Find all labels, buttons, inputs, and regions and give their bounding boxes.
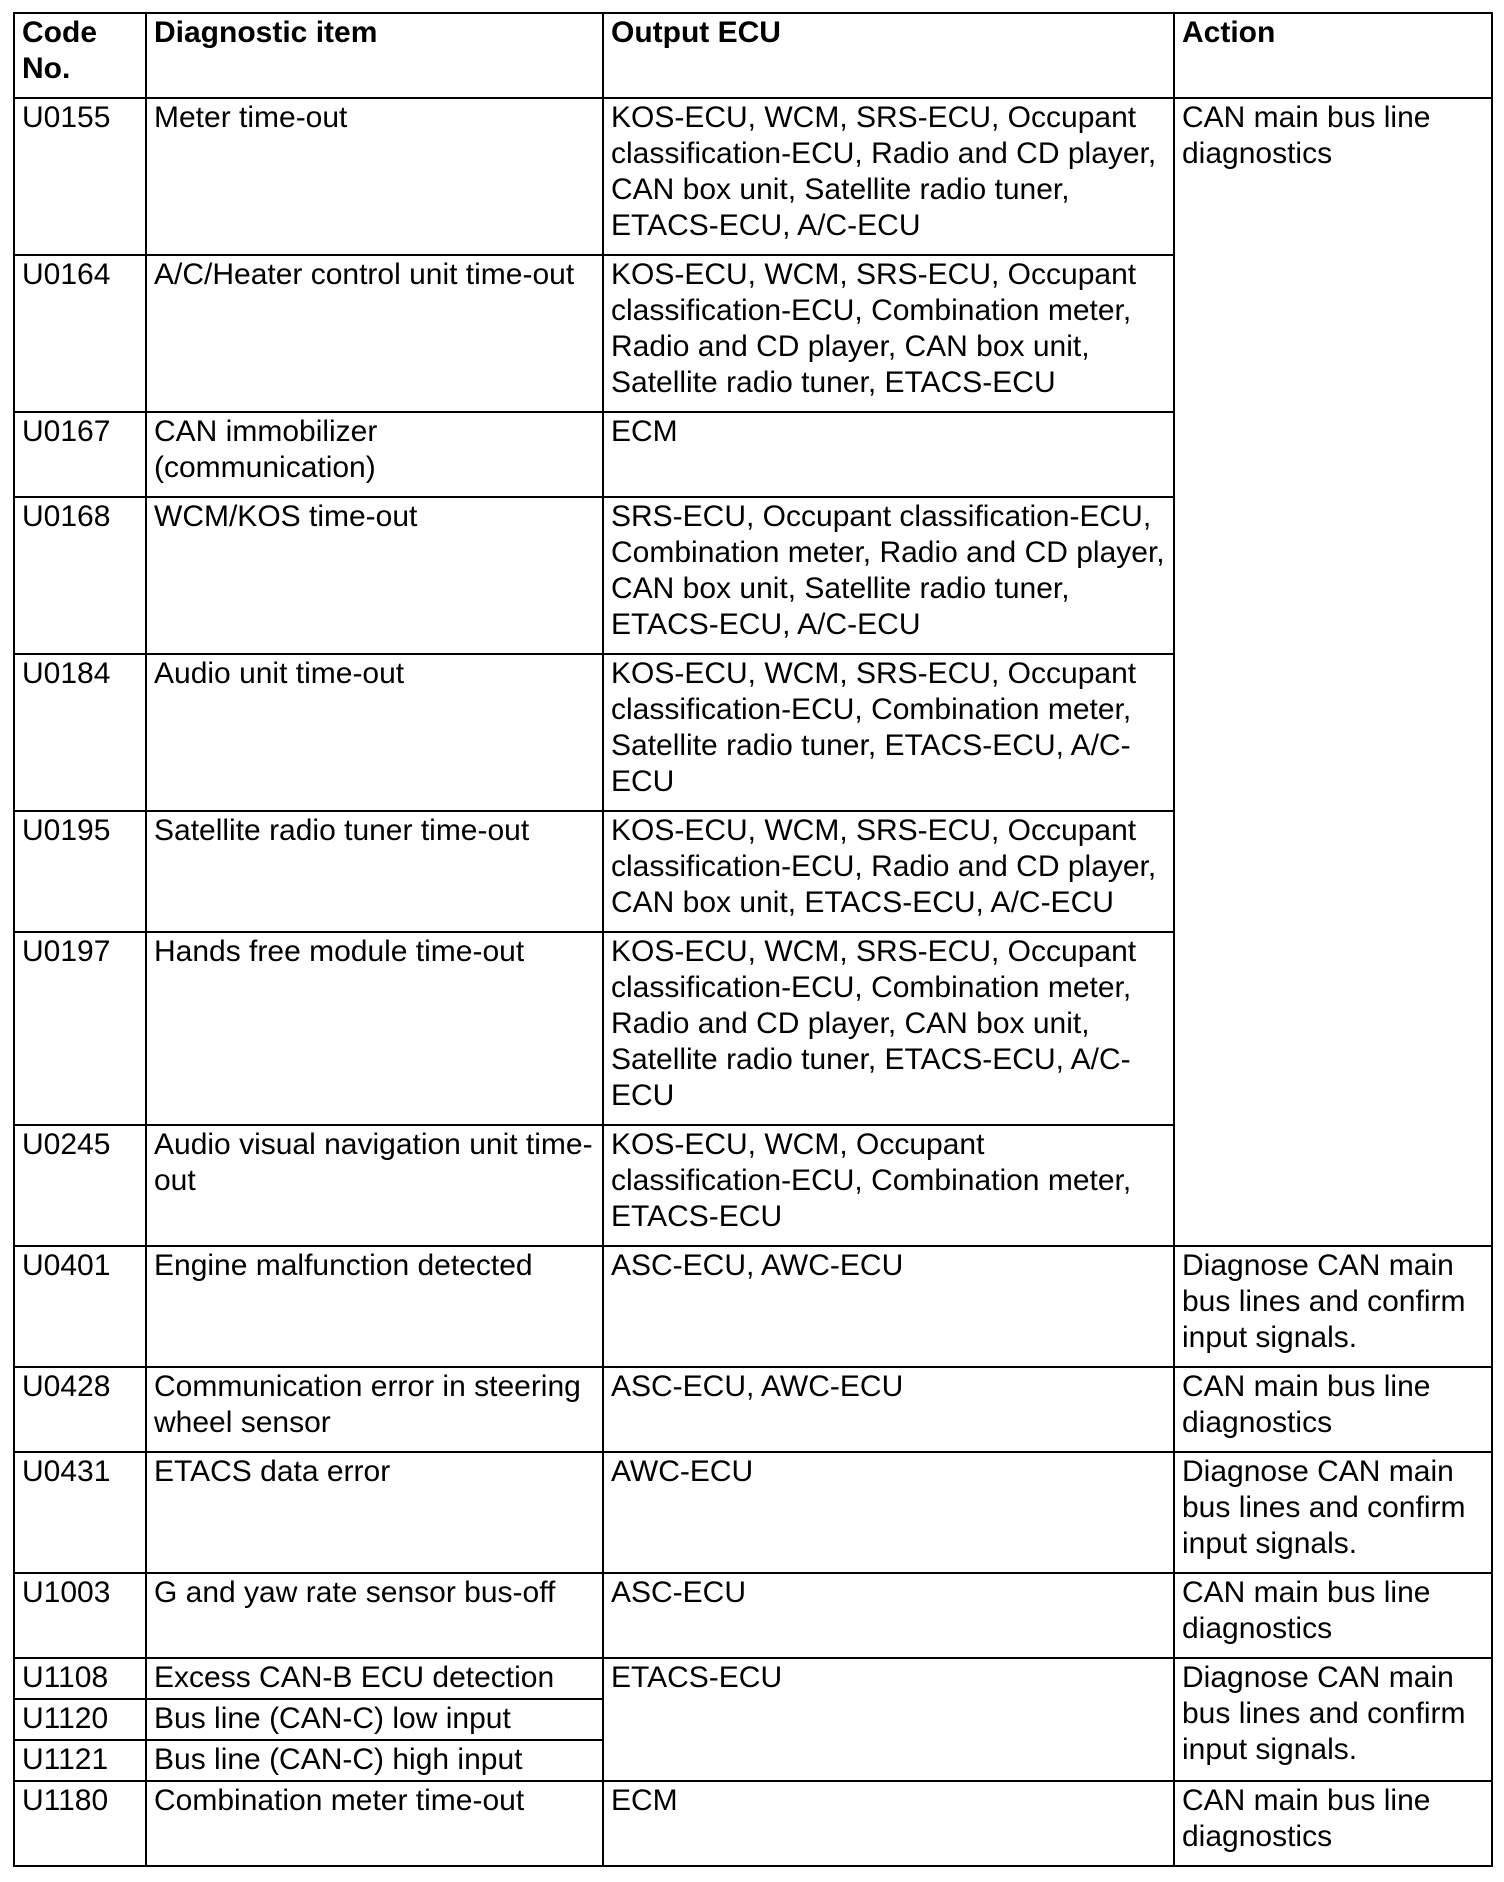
diagnostic-item-cell: G and yaw rate sensor bus-off — [146, 1573, 603, 1658]
output-ecu-cell: ASC-ECU, AWC-ECU — [603, 1246, 1174, 1367]
diagnostic-item-cell: ETACS data error — [146, 1452, 603, 1573]
code-cell: U0184 — [14, 654, 146, 811]
diagnostic-code-table — [13, 12, 1493, 1867]
output-ecu-cell: ECM — [603, 1781, 1174, 1866]
action-cell: Diagnose CAN main bus lines and confirm input signals. — [1174, 1658, 1492, 1781]
output-ecu-cell: KOS-ECU, WCM, SRS-ECU, Occupant classification-ECU, Radio and CD player, CAN box unit, Satellite radio tuner, ETACS-ECU, A/C-ECU — [603, 98, 1174, 255]
output-ecu-cell: SRS-ECU, Occupant classification-ECU, Combination meter, Radio and CD player, CAN box unit, Satellite radio tuner, ETACS-ECU, A/C-ECU — [603, 497, 1174, 654]
action-cell: Diagnose CAN main bus lines and confirm input signals. — [1174, 1452, 1492, 1573]
code-cell: U1180 — [14, 1781, 146, 1866]
code-cell: U1121 — [14, 1740, 146, 1781]
diagnostic-item-cell: Bus line (CAN-C) high input — [146, 1740, 603, 1781]
diagnostic-item-cell: Excess CAN-B ECU detection — [146, 1658, 603, 1699]
action-cell: CAN main bus line diagnostics — [1174, 98, 1492, 1246]
action-cell: Diagnose CAN main bus lines and confirm input signals. — [1174, 1246, 1492, 1367]
table-row — [14, 1452, 1492, 1573]
document-page — [13, 12, 1491, 1867]
output-ecu-cell: ETACS-ECU — [603, 1658, 1174, 1781]
table-row — [14, 1658, 1492, 1699]
diagnostic-item-cell: Audio visual navigation unit time-out — [146, 1125, 603, 1246]
header-output-ecu: Output ECU — [603, 13, 1174, 98]
code-cell: U1003 — [14, 1573, 146, 1658]
table-row — [14, 1781, 1492, 1866]
code-cell: U0155 — [14, 98, 146, 255]
output-ecu-cell: ASC-ECU — [603, 1573, 1174, 1658]
header-diagnostic-item: Diagnostic item — [146, 13, 603, 98]
code-cell: U0431 — [14, 1452, 146, 1573]
code-cell: U0197 — [14, 932, 146, 1125]
code-cell: U0195 — [14, 811, 146, 932]
table-row — [14, 1246, 1492, 1367]
diagnostic-item-cell: Bus line (CAN-C) low input — [146, 1699, 603, 1740]
code-cell: U0164 — [14, 255, 146, 412]
code-cell: U0428 — [14, 1367, 146, 1452]
output-ecu-cell: ASC-ECU, AWC-ECU — [603, 1367, 1174, 1452]
code-cell: U0167 — [14, 412, 146, 497]
diagnostic-item-cell: Audio unit time-out — [146, 654, 603, 811]
diagnostic-item-cell: Satellite radio tuner time-out — [146, 811, 603, 932]
table-header-row — [14, 13, 1492, 98]
diagnostic-item-cell: Engine malfunction detected — [146, 1246, 603, 1367]
header-action: Action — [1174, 13, 1492, 98]
diagnostic-item-cell: Meter time-out — [146, 98, 603, 255]
action-cell: CAN main bus line diagnostics — [1174, 1781, 1492, 1866]
output-ecu-cell: ECM — [603, 412, 1174, 497]
action-cell: CAN main bus line diagnostics — [1174, 1367, 1492, 1452]
output-ecu-cell: KOS-ECU, WCM, SRS-ECU, Occupant classification-ECU, Combination meter, Radio and CD player, CAN box unit, Satellite radio tuner, ETACS-ECU — [603, 255, 1174, 412]
output-ecu-cell: KOS-ECU, WCM, SRS-ECU, Occupant classification-ECU, Combination meter, Radio and CD player, CAN box unit, Satellite radio tuner, ETACS-ECU, A/C-ECU — [603, 932, 1174, 1125]
code-cell: U0401 — [14, 1246, 146, 1367]
code-cell: U1108 — [14, 1658, 146, 1699]
table-row — [14, 1367, 1492, 1452]
diagnostic-item-cell: CAN immobilizer (communication) — [146, 412, 603, 497]
output-ecu-cell: KOS-ECU, WCM, Occupant classification-ECU, Combination meter, ETACS-ECU — [603, 1125, 1174, 1246]
diagnostic-item-cell: Communication error in steering wheel sensor — [146, 1367, 603, 1452]
table-row — [14, 98, 1492, 255]
output-ecu-cell: AWC-ECU — [603, 1452, 1174, 1573]
diagnostic-item-cell: Combination meter time-out — [146, 1781, 603, 1866]
code-cell: U1120 — [14, 1699, 146, 1740]
code-cell: U0245 — [14, 1125, 146, 1246]
diagnostic-item-cell: A/C/Heater control unit time-out — [146, 255, 603, 412]
header-code-no: Code No. — [14, 13, 146, 98]
output-ecu-cell: KOS-ECU, WCM, SRS-ECU, Occupant classification-ECU, Radio and CD player, CAN box unit, ETACS-ECU, A/C-ECU — [603, 811, 1174, 932]
diagnostic-item-cell: WCM/KOS time-out — [146, 497, 603, 654]
action-cell: CAN main bus line diagnostics — [1174, 1573, 1492, 1658]
table-row — [14, 1573, 1492, 1658]
code-cell: U0168 — [14, 497, 146, 654]
output-ecu-cell: KOS-ECU, WCM, SRS-ECU, Occupant classification-ECU, Combination meter, Satellite radio tuner, ETACS-ECU, A/C-ECU — [603, 654, 1174, 811]
diagnostic-item-cell: Hands free module time-out — [146, 932, 603, 1125]
